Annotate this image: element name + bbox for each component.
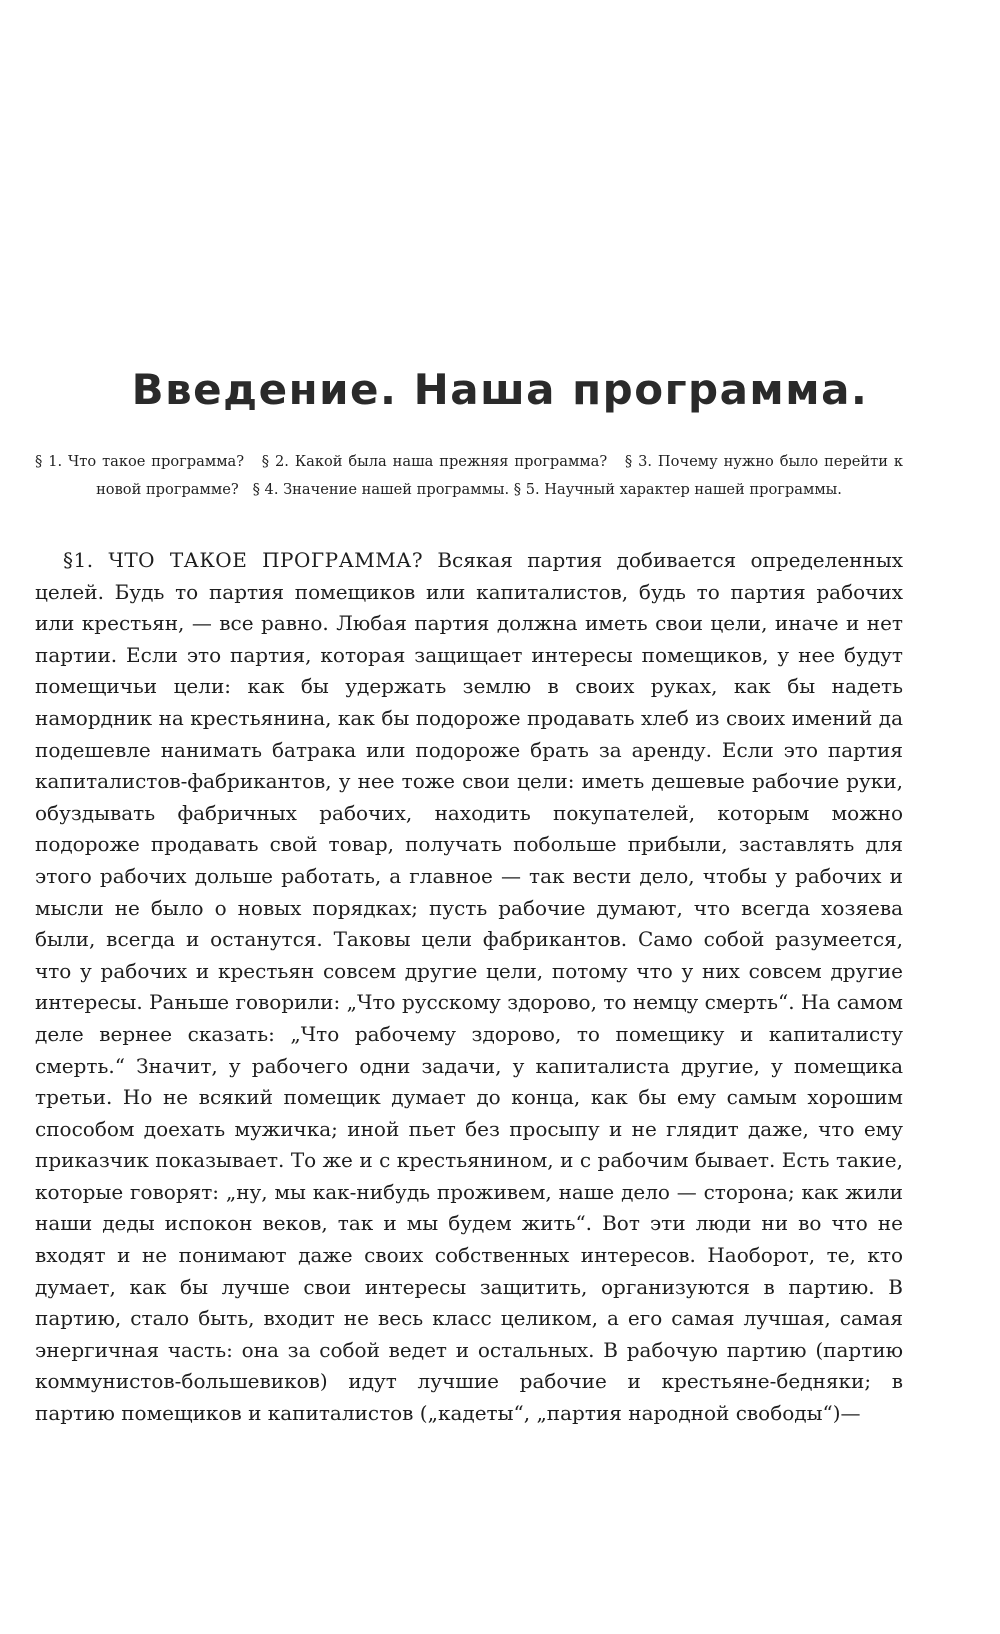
contents-item-2: § 2. Какой была наша прежняя программа? bbox=[261, 453, 608, 470]
contents-item-4: § 4. Значение нашей программы. bbox=[252, 481, 510, 498]
contents-item-1: § 1. Что такое программа? bbox=[35, 453, 245, 470]
section-text: Всякая партия добивается определенных целей. Будь то партия помещиков или капиталистов, будь то партия рабочих или крестьян, — все равно. Любая партия должна иметь свои цели, иначе и нет партии. Если это партия, которая защищает интересы помещиков, у нее будут помещичьи цели: как бы удержать землю в своих руках, как бы надеть намордник на крестьянина, как бы подороже продавать хлеб из своих имений да подешевле нанимать батрака или подороже брать за аренду. Если это партия капиталистов-фабрикантов, у нее тоже свои цели: иметь дешевые рабочие руки, обуздывать фабричных рабочих, находить покупателей, которым можно подороже продавать свой товар, получать побольше прибыли, заставлять для этого рабочих дольше работать, а главное — так вести дело, чтобы у рабочих и мысли не было о новых порядках; пусть рабочие думают, что всегда хозяева были, всегда и останутся. Таковы цели фабрикантов. Само собой разумеется, что у рабочих и крестьян совсем другие цели, потому что у них совсем другие интересы. Раньше говорили: „Что русскому здорово, то немцу смерть“. На самом деле вернее сказать: „Что рабочему здорово, то помещику и капиталисту смерть.“ Значит, у рабочего одни задачи, у капиталиста другие, у помещика третьи. Но не всякий помещик думает до конца, как бы ему самым хорошим способом доехать мужичка; иной пьет без просыпу и не глядит даже, что ему приказчик показывает. То же и с крестьянином, и с рабочим бывает. Есть такие, которые говорят: „ну, мы как-нибудь проживем, наше дело — сторона; как жили наши деды испокон веков, так и мы будем жить“. Вот эти люди ни во что не входят и не понимают даже своих собственных интересов. Наоборот, те, кто думает, как бы лучше свои интересы защитить, организуются в партию. В партию, стало быть, входит не весь класс целиком, а его самая лучшая, самая энергичная часть: она за собой ведет и остальных. В рабочую партию (партию коммунистов-большевиков) идут лучшие рабочие и крестьяне-бедняки; в партию помещиков и капиталистов („кадеты“, „партия народной свободы“)— bbox=[35, 548, 904, 1426]
chapter-contents bbox=[35, 448, 903, 504]
chapter-title: Введение. Наша программа. bbox=[131, 365, 869, 414]
contents-item-3: § 3. Почему нужно было перейти к новой программе? bbox=[96, 453, 903, 498]
section-1-paragraph bbox=[35, 545, 903, 1430]
contents-item-5: § 5. Научный характер нашей программы. bbox=[513, 481, 842, 498]
section-heading: §1. ЧТО ТАКОЕ ПРОГРАММА? bbox=[63, 548, 424, 572]
